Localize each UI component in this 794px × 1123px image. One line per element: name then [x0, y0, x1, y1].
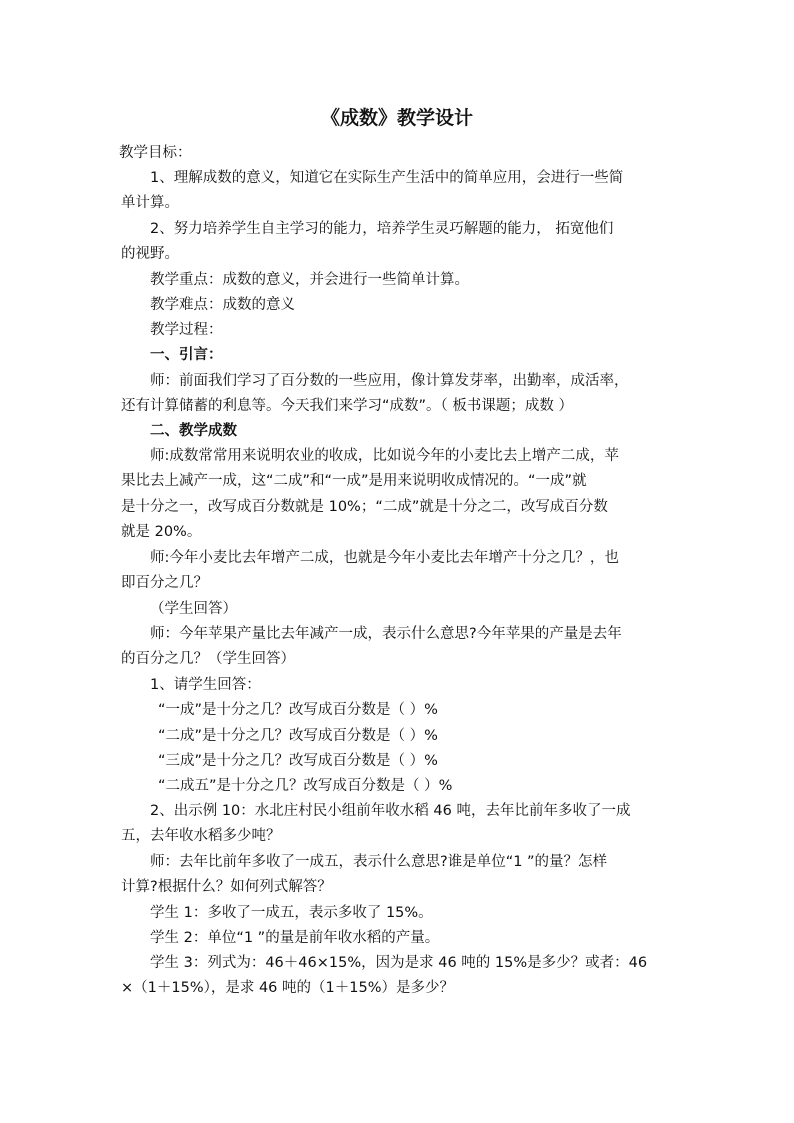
text-line: 的百分之几？（学生回答） [121, 651, 295, 667]
text-line: 是十分之一，改写成百分数就是 10%；“二成”就是十分之二，改写成百分数 [121, 499, 608, 515]
text-line: （学生回答） [150, 601, 237, 617]
text-line: 教学难点：成数的意义 [150, 297, 295, 313]
text-line: “二成”是十分之几？改写成百分数是（ ）% [158, 728, 438, 744]
text-line: 2、努力培养学生自主学习的能力，培养学生灵巧解题的能力， 拓宽他们 [150, 221, 614, 237]
text-line: 师:今年小麦比去年增产二成，也就是今年小麦比去年增产十分之几？，也 [150, 550, 619, 566]
text-line: 师：前面我们学习了百分数的一些应用，像计算发芽率，出勤率，成活率， [150, 373, 629, 389]
section-heading: 一、引言： [150, 347, 223, 363]
text-line: 即百分之几？ [121, 575, 208, 591]
document-title: 《成数》教学设计 [320, 107, 473, 129]
text-line: 师：今年苹果产量比去年减产一成，表示什么意思?今年苹果的产量是去年 [150, 626, 622, 642]
text-line: 的视野。 [121, 246, 179, 262]
text-line: 学生 2：单位“1 ”的量是前年收水稻的产量。 [150, 930, 440, 946]
text-line: 还有计算储蓄的利息等。今天我们来学习“成数”。（ 板书课题；成数 ） [121, 398, 573, 414]
text-line: “三成”是十分之几？改写成百分数是（ ）% [158, 753, 438, 769]
text-line: 计算?根据什么？如何列式解答？ [121, 879, 332, 895]
text-line: ×（1＋15%），是求 46 吨的（1＋15%）是多少？ [121, 980, 454, 996]
text-line: 就是 20%。 [121, 524, 202, 540]
text-line: 2、出示例 10：水北庄村民小组前年收水稻 46 吨，去年比前年多收了一成 [150, 803, 631, 819]
text-line: 师:成数常常用来说明农业的收成，比如说今年的小麦比去上增产二成，苹 [150, 448, 619, 464]
text-line: 果比去上减产一成，这“二成”和“一成”是用来说明收成情况的。“一成”就 [121, 473, 587, 489]
section-heading: 二、教学成数 [150, 423, 237, 439]
text-line: 师：去年比前年多收了一成五，表示什么意思?谁是单位“1 ”的量？怎样 [150, 854, 608, 870]
text-line: 五，去年收水稻多少吨？ [121, 828, 281, 844]
text-line: 1、请学生回答： [150, 677, 261, 693]
text-line: “一成”是十分之几？改写成百分数是（ ）% [158, 702, 438, 718]
text-line: “二成五”是十分之几？改写成百分数是（ ）% [158, 778, 453, 794]
text-line: 教学重点：成数的意义，并会进行一些简单计算。 [150, 272, 469, 288]
text-line: 学生 3：列式为：46＋46×15%，因为是求 46 吨的 15%是多少？或者：46 [150, 955, 648, 971]
text-line: 1、理解成数的意义，知道它在实际生产生活中的简单应用，会进行一些简 [150, 170, 624, 186]
text-line: 教学过程： [150, 322, 223, 338]
text-line: 教学目标： [119, 145, 192, 161]
text-line: 学生 1：多收了一成五，表示多收了 15%。 [150, 905, 433, 921]
text-line: 单计算。 [121, 195, 179, 211]
